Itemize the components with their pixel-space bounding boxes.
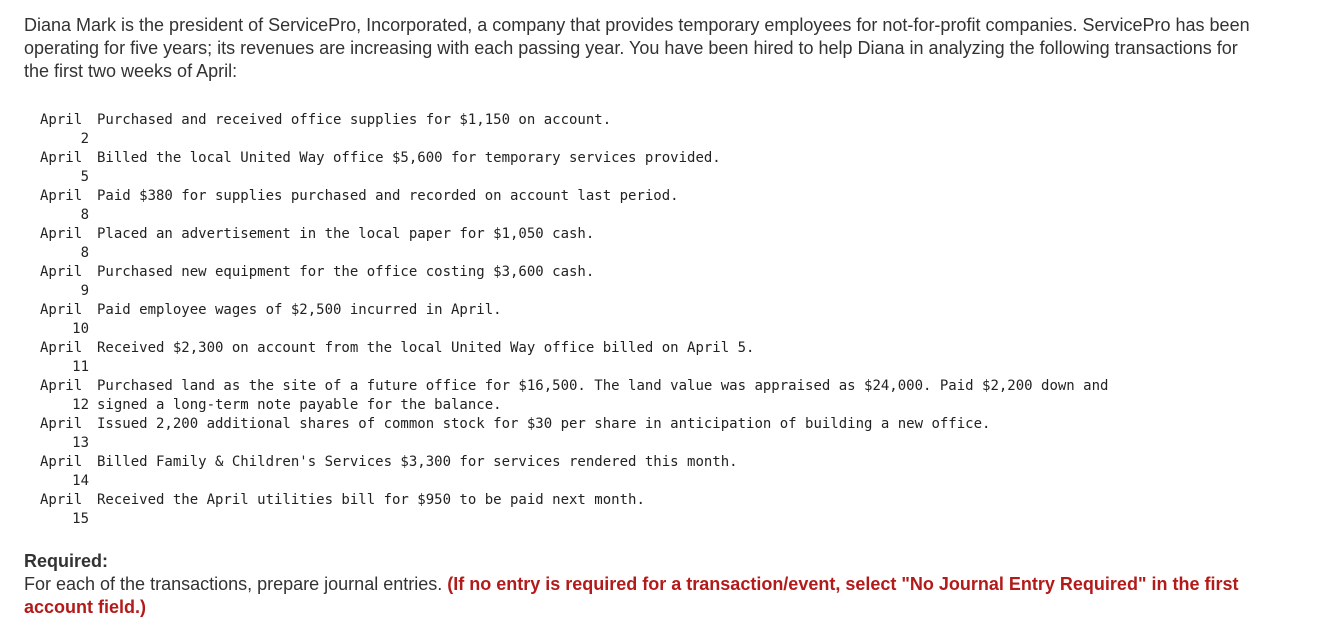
transaction-month: April (40, 454, 83, 470)
transaction-day: 15 (72, 511, 89, 527)
transaction-description: Paid $380 for supplies purchased and recorded on account last period. (97, 188, 679, 204)
transaction-row (40, 225, 1157, 263)
transaction-day: 13 (72, 435, 89, 451)
transaction-row (40, 415, 1157, 453)
transaction-day: 2 (80, 131, 89, 147)
transaction-row (40, 453, 1157, 491)
transaction-month: April (40, 264, 83, 280)
transaction-row (40, 111, 1157, 149)
transaction-row (40, 491, 1157, 529)
transaction-day: 5 (80, 169, 89, 185)
transaction-day: 10 (72, 321, 89, 337)
intro-paragraph: Diana Mark is the president of ServicePro, Incorporated, a company that provides temporary employees for not-for-profit companies. ServicePro has been operating for five years; its revenues are increasing with each passing year. You have been hired to help Diana in analyzing the following transactions for the first two weeks of April: (24, 15, 1250, 81)
transaction-day: 8 (80, 245, 89, 261)
transaction-description: Purchased land as the site of a future office for $16,500. The land value was appraised as $24,000. Paid $2,200 down and signed a long-term note payable for the balance. (97, 378, 1109, 413)
transaction-description: Placed an advertisement in the local paper for $1,050 cash. (97, 226, 595, 242)
required-section (24, 550, 1254, 619)
transaction-description: Billed Family & Children's Services $3,300 for services rendered this month. (97, 454, 738, 470)
transaction-month: April (40, 340, 83, 356)
transaction-row (40, 339, 1157, 377)
transaction-description: Purchased and received office supplies for $1,150 on account. (97, 112, 612, 128)
transaction-date (40, 453, 97, 491)
transaction-date (40, 415, 97, 453)
transaction-date (40, 263, 97, 301)
transaction-month: April (40, 416, 83, 432)
transactions-table (40, 111, 1157, 529)
transaction-row (40, 149, 1157, 187)
transaction-description: Purchased new equipment for the office costing $3,600 cash. (97, 264, 595, 280)
transaction-month: April (40, 302, 83, 318)
required-heading: Required: (24, 551, 109, 571)
transaction-row (40, 187, 1157, 225)
transaction-month: April (40, 492, 83, 508)
transaction-month: April (40, 112, 83, 128)
transaction-row (40, 377, 1157, 415)
transaction-day: 8 (80, 207, 89, 223)
transaction-month: April (40, 378, 83, 394)
transaction-day: 9 (80, 283, 89, 299)
transaction-description: Paid employee wages of $2,500 incurred in April. (97, 302, 502, 318)
transaction-date (40, 339, 97, 377)
transaction-day: 14 (72, 473, 89, 489)
transaction-day: 11 (72, 359, 89, 375)
transaction-day: 12 (72, 397, 89, 413)
transaction-row (40, 301, 1157, 339)
required-instructions (24, 573, 1254, 619)
required-note: (If no entry is required for a transaction/event, select "No Journal Entry Required" in the first account field.) (24, 574, 1239, 617)
transaction-description: Received the April utilities bill for $950 to be paid next month. (97, 492, 645, 508)
transaction-month: April (40, 188, 83, 204)
transaction-date (40, 491, 97, 529)
transaction-date (40, 111, 97, 149)
transaction-date (40, 187, 97, 225)
transaction-description: Received $2,300 on account from the local United Way office billed on April 5. (97, 340, 755, 356)
transaction-month: April (40, 226, 83, 242)
transaction-date (40, 301, 97, 339)
transaction-description: Issued 2,200 additional shares of common stock for $30 per share in anticipation of building a new office. (97, 416, 991, 432)
transaction-date (40, 377, 97, 415)
transaction-month: April (40, 150, 83, 166)
transaction-row (40, 263, 1157, 301)
transaction-date (40, 225, 97, 263)
required-text: For each of the transactions, prepare journal entries. (24, 574, 443, 594)
transaction-description: Billed the local United Way office $5,600 for temporary services provided. (97, 150, 721, 166)
transaction-date (40, 149, 97, 187)
